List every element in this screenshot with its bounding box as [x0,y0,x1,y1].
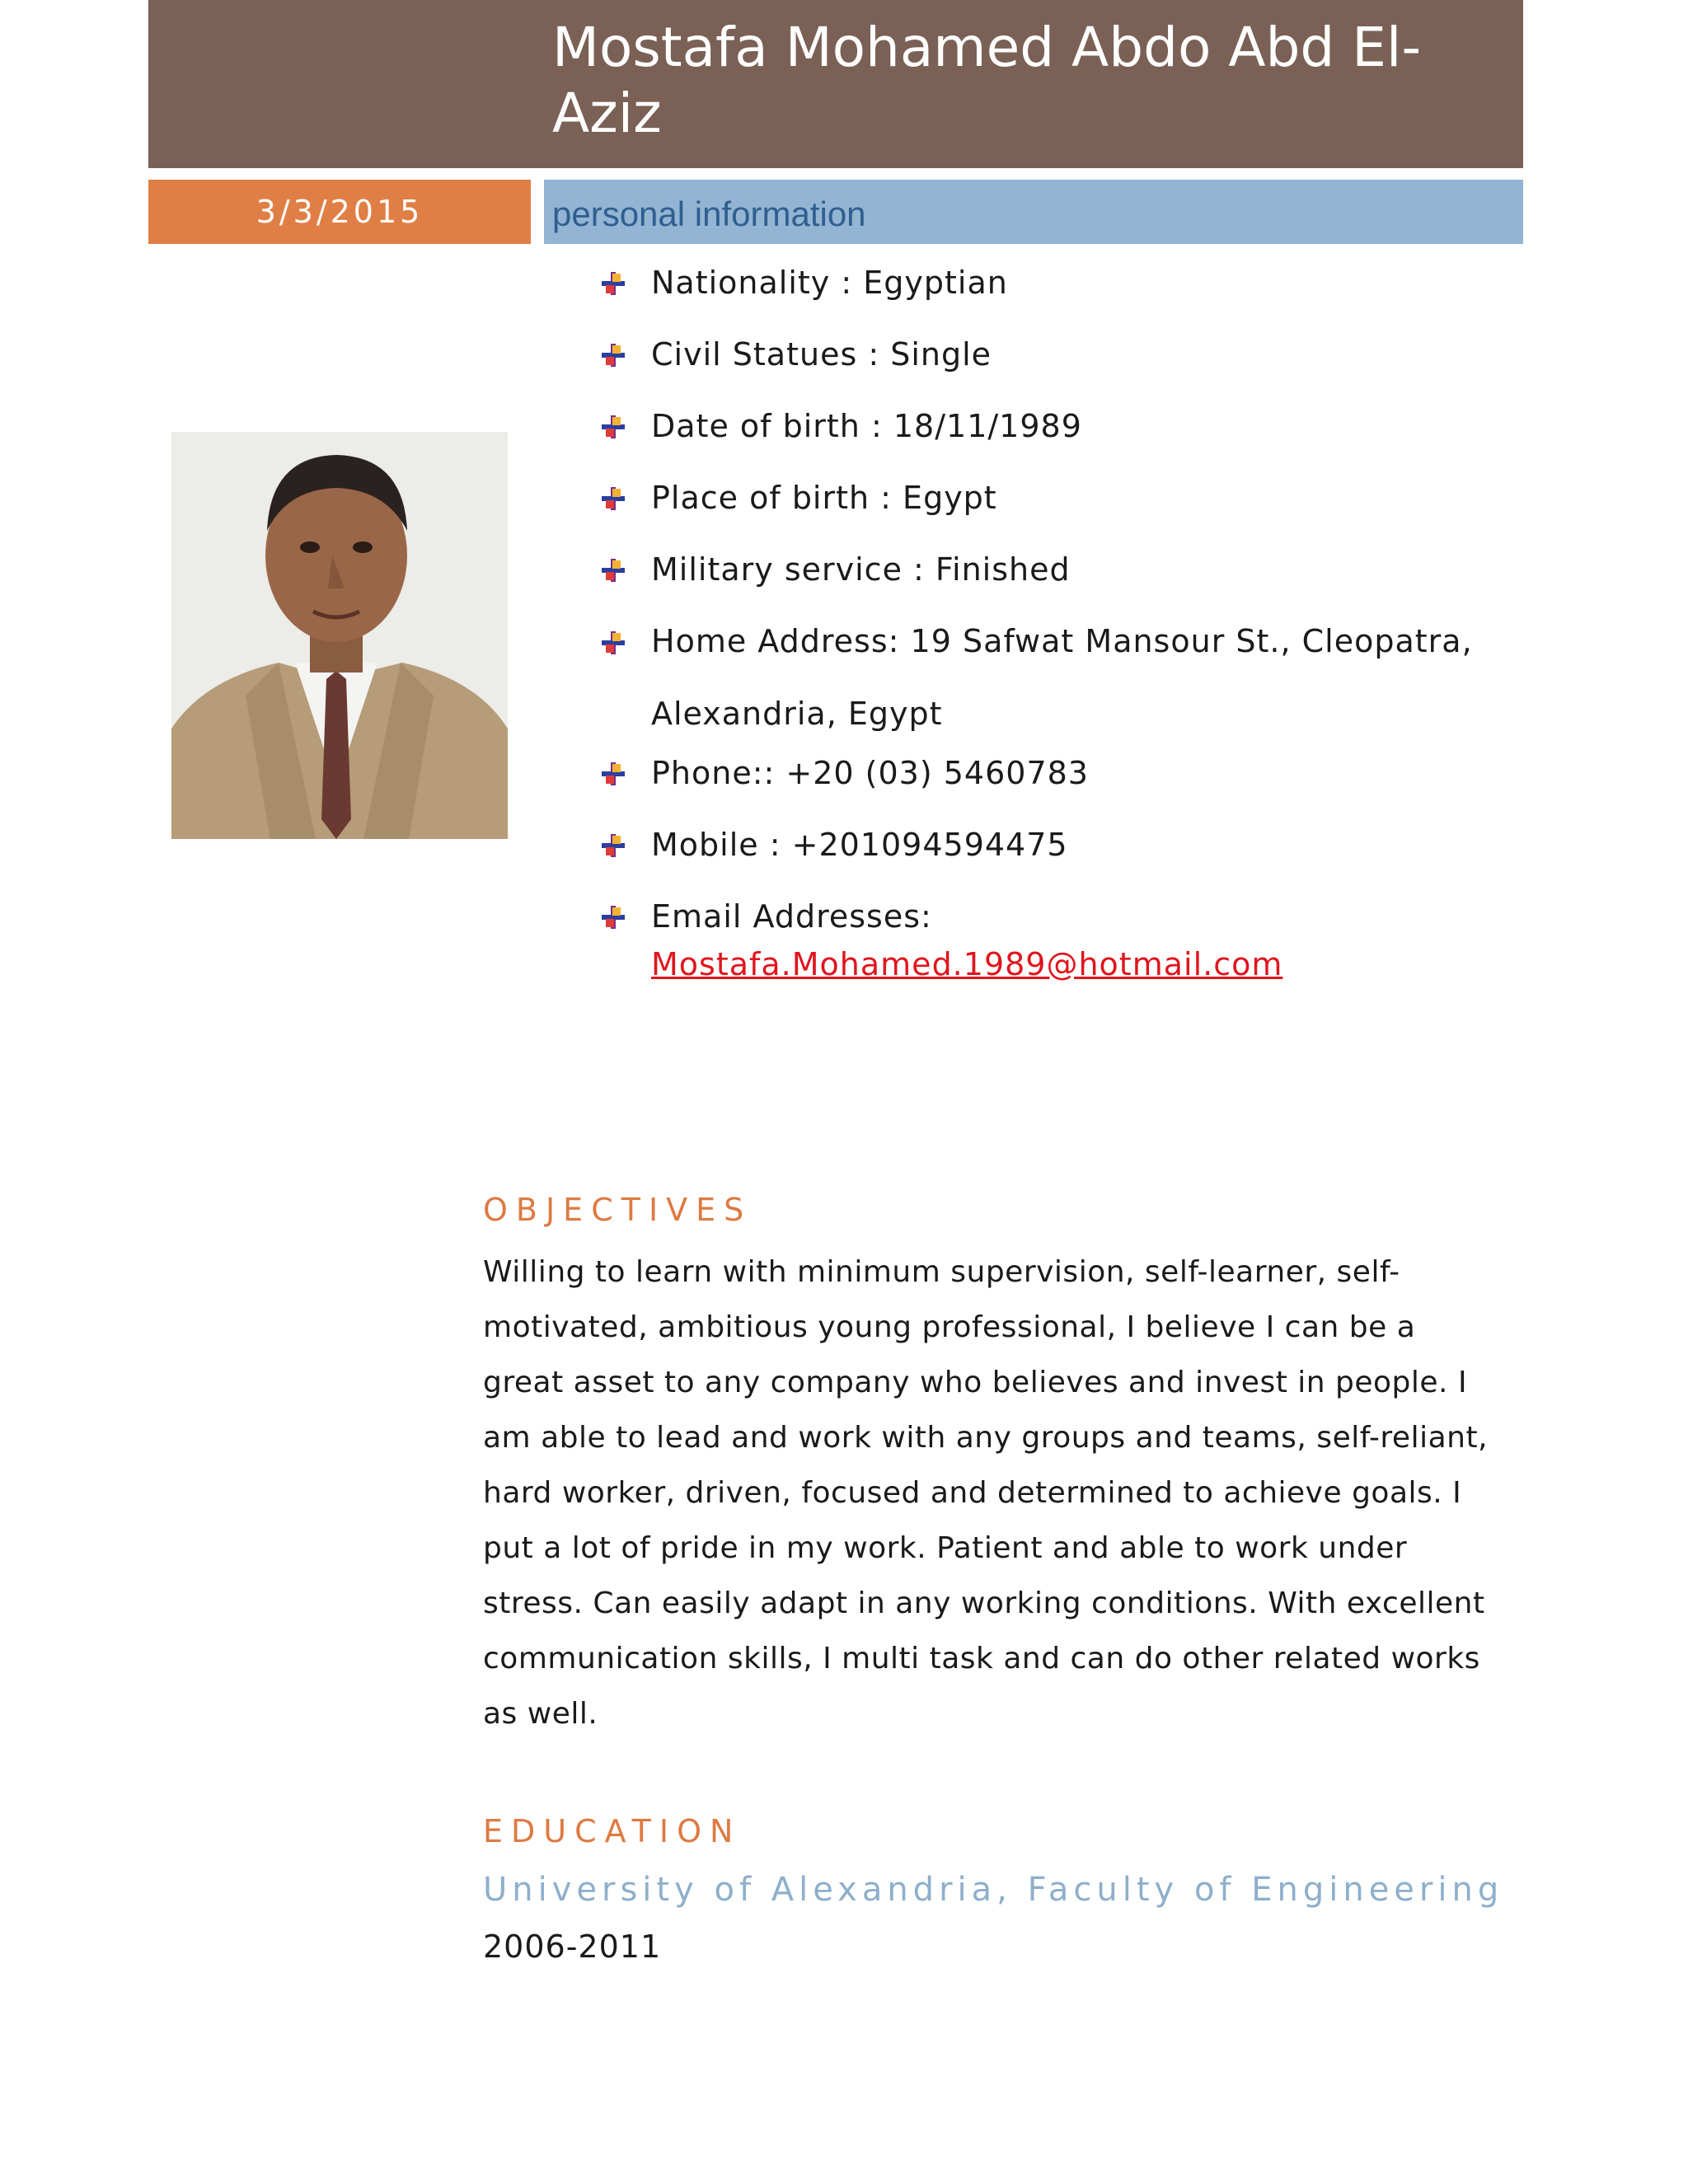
email-label: Email Addresses: [651,898,932,935]
candidate-name: Mostafa Mohamed Abdo Abd El-Aziz [552,16,1422,145]
cross-bullet-icon [600,270,626,297]
education-heading: EDUCATION [483,1813,742,1849]
info-text: Home Address: 19 Safwat Mansour St., Cleopatra, Alexandria, Egypt [651,623,1473,732]
info-text: Civil Statues : Single [651,336,992,373]
portrait-illustration [171,432,508,839]
cross-bullet-icon [600,414,626,440]
info-home-address [600,605,1523,749]
personal-info-list [600,259,1523,982]
cross-bullet-icon [600,630,626,656]
cross-bullet-icon [600,761,626,787]
info-nationality [600,259,1523,330]
objectives-heading: OBJECTIVES [483,1192,753,1228]
date-text: 3/3/2015 [256,194,424,230]
email-link[interactable]: Mostafa.Mohamed.1989@hotmail.com [651,946,1283,982]
info-text: Date of birth : 18/11/1989 [651,408,1082,444]
cross-bullet-icon [600,832,626,859]
section-title-personal-info: personal information [552,194,866,233]
info-text: Mobile : +201094594475 [651,827,1068,863]
info-text: Place of birth : Egypt [651,480,997,516]
info-place-of-birth [600,474,1523,546]
info-email [600,893,1523,982]
objectives-text: Willing to learn with minimum supervision, self-learner, self-motivated, ambitious young professional, I believe I can be a great asset to any company who believes and invest in people. I am able to lead and work with any groups and teams, self-reliant, hard worker, driven, focused and determined to achieve goals. I put a lot of pride in my work. Patient and able to work under stress. Can easily adapt in any working conditions. With excellent communication skills, I multi task and can do other related works as well. [483,1255,1489,1731]
info-phone [600,749,1523,821]
education-years: 2006-2011 [483,1929,662,1965]
info-civil-status [600,330,1523,402]
cross-bullet-icon [600,342,626,368]
date-badge [148,180,531,244]
info-text: Military service : Finished [651,551,1071,588]
info-text: Nationality : Egyptian [651,265,1008,301]
info-mobile [600,821,1523,893]
education-school: University of Alexandria, Faculty of Engineering [483,1871,1504,1909]
cross-bullet-icon [600,557,626,583]
cross-bullet-icon [600,904,626,930]
info-date-of-birth [600,402,1523,474]
profile-photo [171,432,508,839]
cross-bullet-icon [600,485,626,512]
info-text: Phone:: +20 (03) 5460783 [651,755,1089,791]
